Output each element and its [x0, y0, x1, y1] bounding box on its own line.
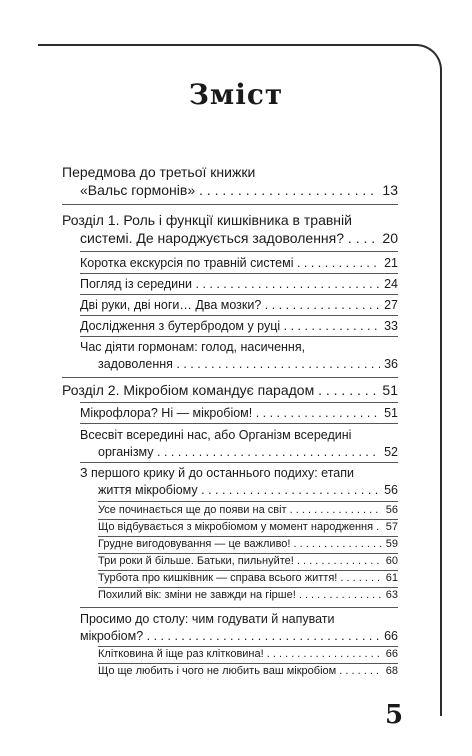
toc-page-number: 56 — [384, 483, 398, 497]
toc-entry-line: Просимо до столу: чим годувати й напувати — [80, 612, 335, 626]
toc-page-number: 56 — [385, 504, 398, 516]
toc-page-number: 20 — [382, 230, 398, 246]
toc-entry[interactable] — [80, 182, 398, 198]
divider — [80, 315, 398, 316]
toc-entry-title: Клітковина й іще раз клітковина! . . . — [98, 648, 382, 660]
toc-page-number: 36 — [384, 357, 398, 371]
toc-entry-title: Розділ 2. Мікробіом командує парадом . . . — [62, 382, 378, 398]
toc-entry-line: Всесвіт всередині нас, або Організм всередині — [80, 428, 352, 442]
divider — [98, 587, 398, 588]
toc-entry-title: життя мікробіому . . . — [98, 483, 380, 497]
divider — [98, 536, 398, 537]
toc-page-number: 59 — [385, 538, 398, 550]
toc-entry[interactable] — [80, 277, 398, 291]
toc-entry-title: «Вальс гормонів» . . . — [80, 182, 378, 198]
toc-entry-title: задоволення . . . — [98, 357, 380, 371]
toc-page-number: 52 — [384, 445, 398, 459]
toc-entry-title: Погляд із середини . . . — [80, 277, 380, 291]
page-title: Зміст — [188, 78, 284, 111]
toc-page-number: 51 — [382, 382, 398, 398]
toc-entry-title: Коротка екскурсія по травній системі . . . — [80, 256, 380, 270]
divider — [98, 553, 398, 554]
toc-page-number: 57 — [385, 521, 398, 533]
toc-page-number: 21 — [384, 256, 398, 270]
toc-subentry[interactable] — [98, 521, 398, 533]
toc-page-number: 24 — [384, 277, 398, 291]
toc-entry[interactable] — [80, 298, 398, 312]
toc-page-number: 66 — [385, 648, 398, 660]
toc-page-number: 33 — [384, 319, 398, 333]
toc-entry[interactable] — [80, 319, 398, 333]
toc-entry-title: Турбота про кишківник — справа всього життя! . . . — [98, 572, 382, 584]
divider — [98, 663, 398, 664]
toc-page-number: 13 — [382, 182, 398, 198]
toc-chapter[interactable] — [80, 230, 398, 246]
toc-chapter[interactable] — [62, 382, 398, 398]
divider — [98, 519, 398, 520]
divider — [80, 423, 398, 424]
toc-entry[interactable] — [80, 629, 398, 643]
toc-subentry[interactable] — [98, 538, 398, 550]
toc-subentry[interactable] — [98, 555, 398, 567]
toc-subentry[interactable] — [98, 572, 398, 584]
divider — [98, 501, 398, 502]
toc-entry-title: Що відбувається з мікробіомом у момент народження . . . — [98, 521, 382, 533]
toc-page-number: 51 — [384, 406, 398, 420]
toc-entry[interactable] — [98, 357, 398, 371]
toc-page-number: 63 — [385, 589, 398, 601]
divider — [80, 607, 398, 608]
divider — [80, 294, 398, 295]
toc-entry-title: Дослідження з бутербродом у руці . . . — [80, 319, 380, 333]
divider — [98, 646, 398, 647]
toc-entry-title: системі. Де народжується задоволення? . . . — [80, 230, 378, 246]
divider — [80, 273, 398, 274]
toc-entry[interactable] — [80, 406, 398, 420]
toc-page-number: 27 — [384, 298, 398, 312]
toc-entry-title: Похилий вік: зміни не завжди на гірше! . . . — [98, 589, 382, 601]
toc-entry-title: Що ще любить і чого не любить ваш мікробіом . . . — [98, 665, 382, 677]
divider — [80, 462, 398, 463]
toc-page-number: 60 — [385, 555, 398, 567]
toc-entry-line: З першого крику й до останнього подиху: етапи — [80, 466, 355, 480]
divider — [80, 402, 398, 403]
divider — [98, 570, 398, 571]
toc-page-number: 68 — [385, 665, 398, 677]
divider — [80, 336, 398, 337]
toc-subentry[interactable] — [98, 589, 398, 601]
divider — [62, 204, 398, 205]
toc-chapter-line: Розділ 1. Роль і функції кишківника в травній — [62, 212, 352, 228]
toc-entry-line: Передмова до третьої книжки — [62, 164, 256, 180]
toc-entry-title: Грудне вигодовування — це важливо! . . . — [98, 538, 382, 550]
toc-entry[interactable] — [98, 445, 398, 459]
toc-entry[interactable] — [80, 256, 398, 270]
toc-entry-title: Мікрофлора? Ні — мікробіом! . . . — [80, 406, 380, 420]
toc-subentry[interactable] — [98, 665, 398, 677]
toc-entry-title: Усе починається ще до появи на світ . . . — [98, 504, 382, 516]
toc-page-number: 66 — [384, 629, 398, 643]
toc-entry-title: Дві руки, дві ноги… Два мозки? . . . — [80, 298, 380, 312]
toc-entry-line: Час діяти гормонам: голод, насичення, — [80, 340, 306, 354]
divider — [62, 377, 398, 378]
toc-entry-title: організму . . . — [98, 445, 380, 459]
toc-entry-title: Три роки й більше. Батьки, пильнуйте! . . . — [98, 555, 382, 567]
toc-page-number: 61 — [385, 572, 398, 584]
toc-subentry[interactable] — [98, 648, 398, 660]
divider — [80, 251, 398, 252]
page-number: 5 — [384, 700, 404, 730]
toc-entry-title: мікробіом? . . . — [80, 629, 380, 643]
toc-entry[interactable] — [98, 483, 398, 497]
toc-subentry[interactable] — [98, 504, 398, 516]
